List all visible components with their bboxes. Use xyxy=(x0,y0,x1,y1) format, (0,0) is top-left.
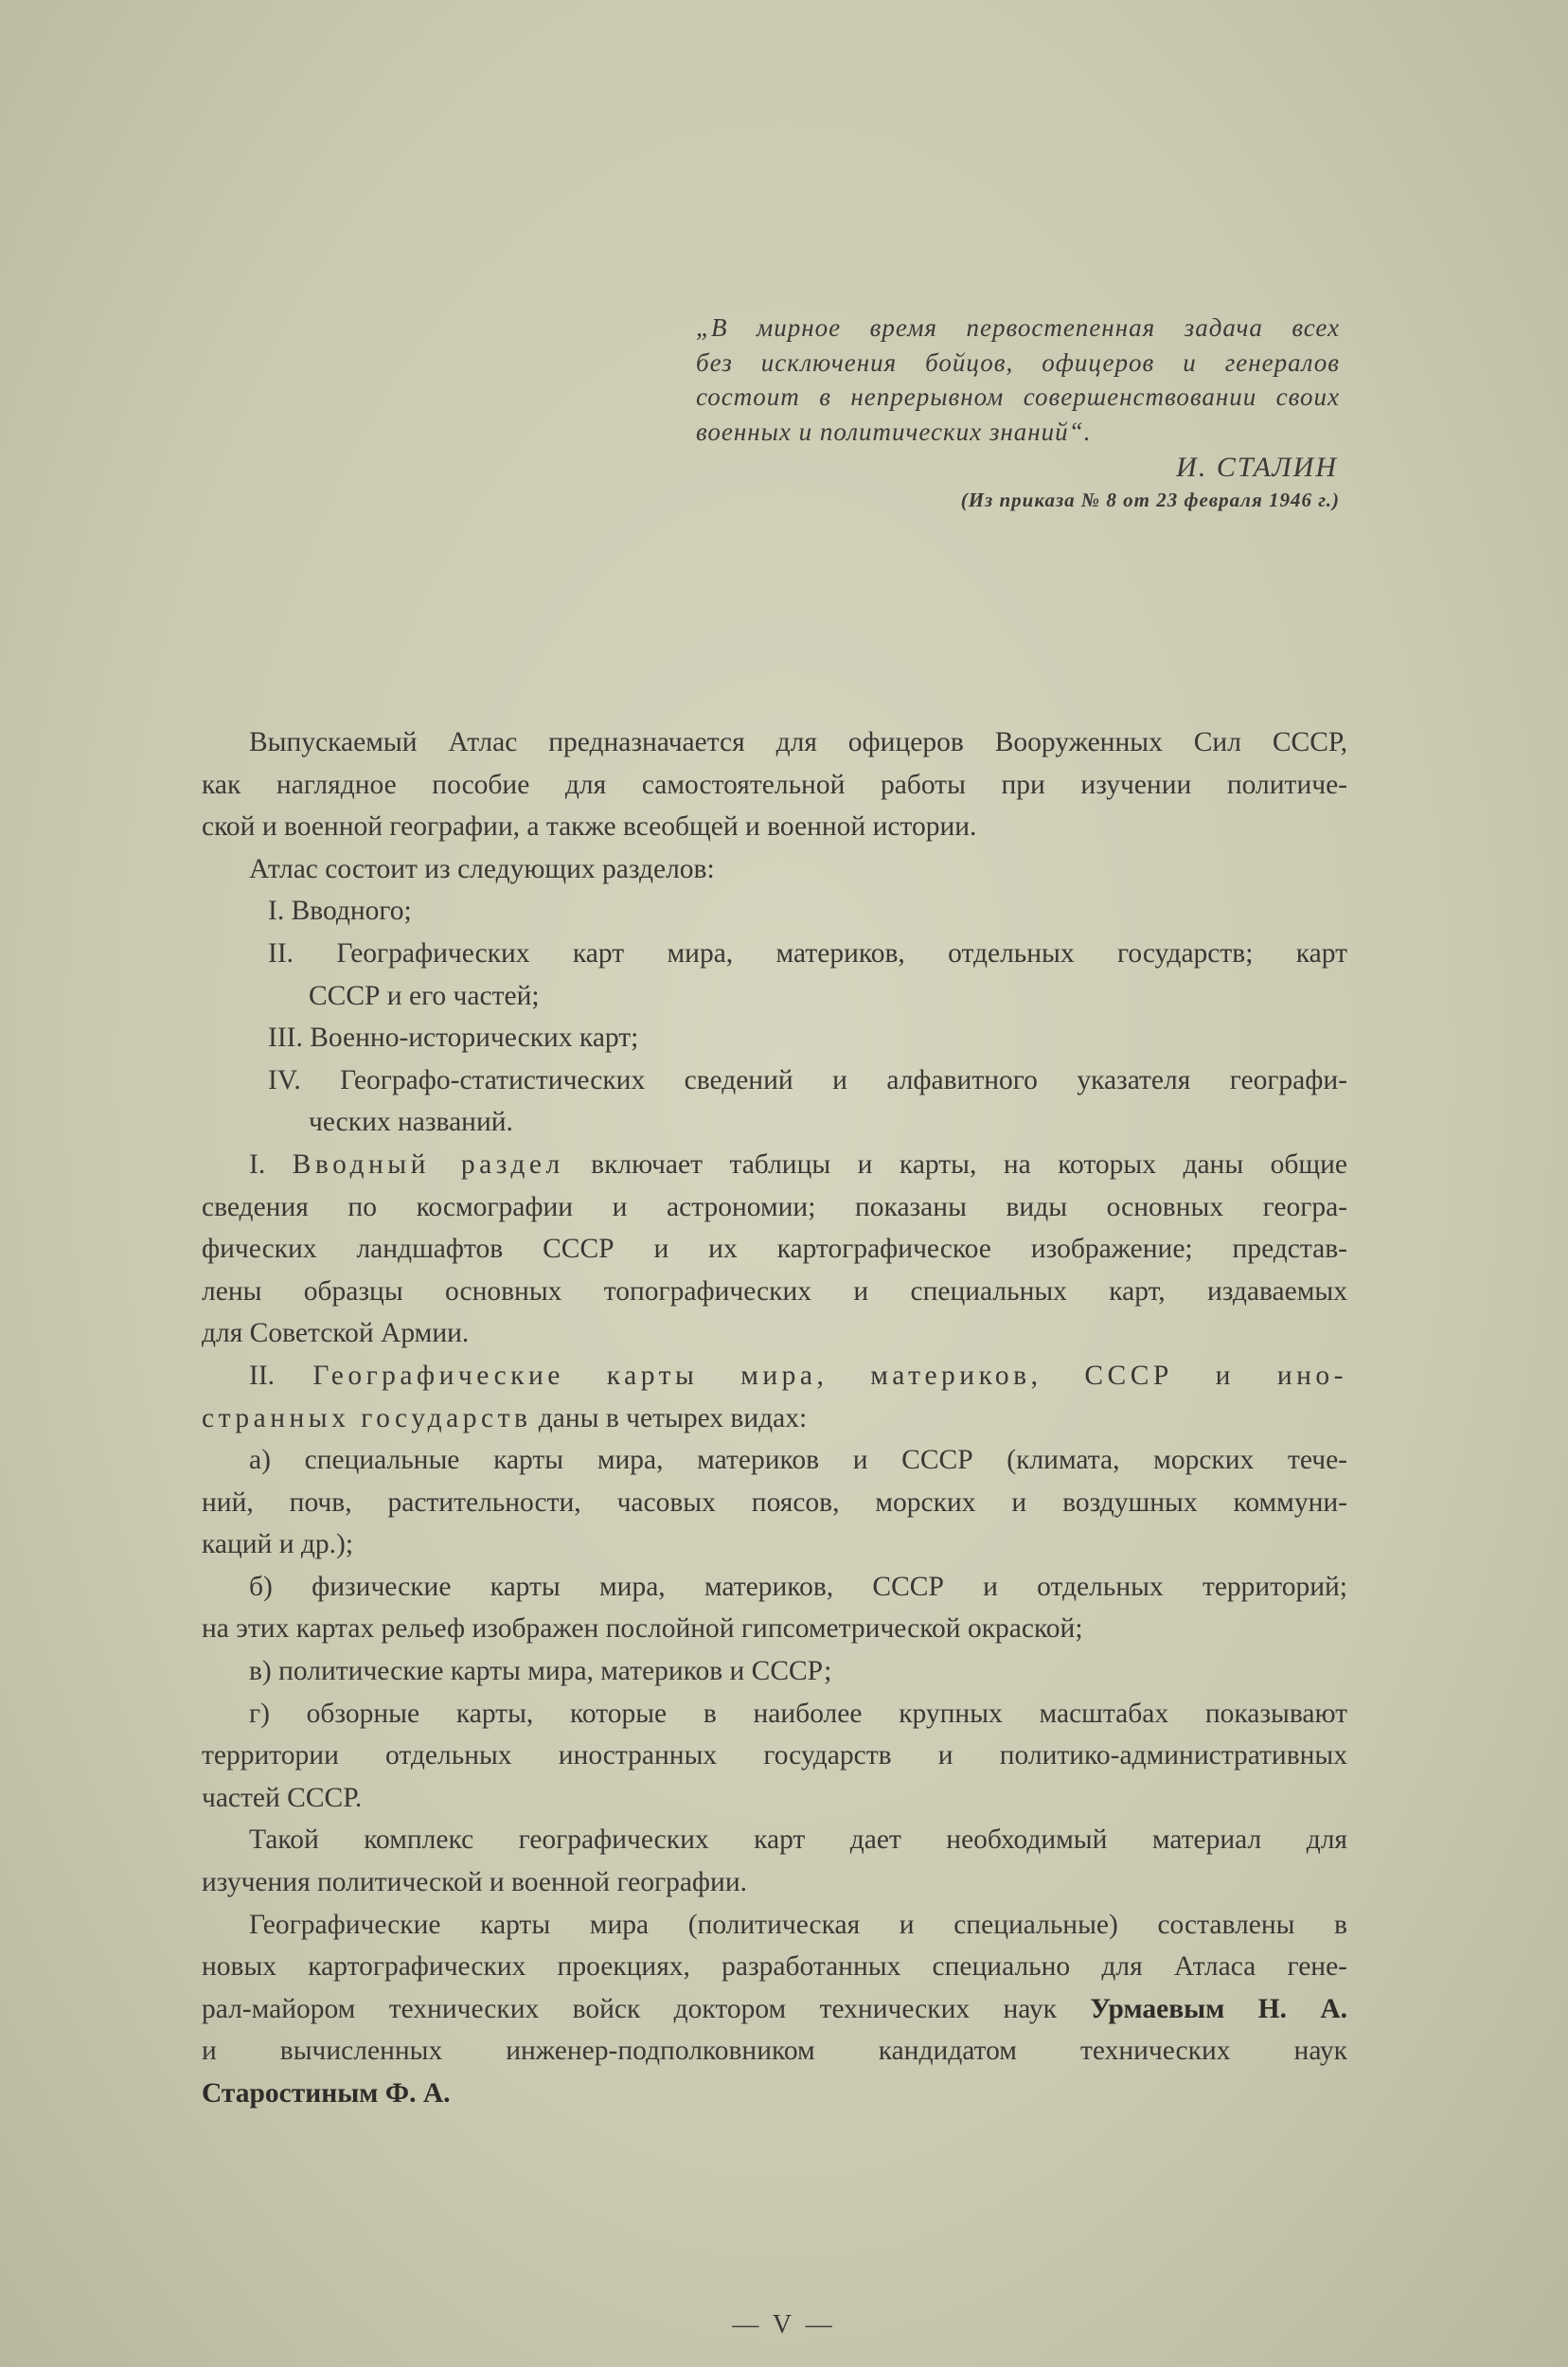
paragraph-line: на этих картах рельеф изображен послойной гипсометрической окраской; xyxy=(202,1613,1083,1645)
list-number: IV. xyxy=(268,1064,301,1095)
epigraph-author: И. СТАЛИН xyxy=(1176,452,1338,483)
paragraph-text: включает таблицы и карты, на которых даны общие xyxy=(591,1148,1348,1180)
section-title: Географические карты мира, материков, СССР и ино- xyxy=(312,1360,1347,1391)
paragraph-line: г) обзорные карты, которые в наиболее крупных масштабах показывают xyxy=(249,1698,1347,1729)
paragraph-line: территории отдельных иностранных государств и политико-административных xyxy=(202,1740,1347,1771)
paragraph-line: сведения по космографии и астрономии; показаны виды основных геогра- xyxy=(202,1191,1347,1222)
list-text: Географических карт мира, материков, отдельных государств; карт xyxy=(336,937,1347,969)
epigraph-line: состоит в непрерывном совершенствовании своих xyxy=(696,383,1340,411)
paragraph-line: ний, почв, растительности, часовых поясов, морских и воздушных коммуни- xyxy=(202,1486,1347,1518)
paragraph-line: Атлас состоит из следующих разделов: xyxy=(249,853,715,884)
section-number: II. xyxy=(249,1360,276,1391)
list-item-continuation: СССР и его частей; xyxy=(309,980,540,1011)
body-text xyxy=(202,721,1347,2115)
list-number: I. xyxy=(268,896,285,927)
paragraph-line: Такой комплекс географических карт дает необходимый материал для xyxy=(249,1824,1347,1856)
paragraph-line: новых картографических проекциях, разработанных специально для Атласа гене- xyxy=(202,1951,1347,1983)
paragraph-line: как наглядное пособие для самостоятельной работы при изучении политиче- xyxy=(202,769,1347,800)
paragraph-line xyxy=(202,1988,1347,2031)
person-name: Старостиным Ф. А. xyxy=(202,2078,451,2109)
list-number: III. xyxy=(268,1023,303,1054)
paragraph-line xyxy=(202,1397,1347,1440)
paragraph-line: каций и др.); xyxy=(202,1529,354,1560)
list-item xyxy=(202,933,1347,975)
paragraph-text: даны в четырех видах: xyxy=(538,1402,808,1433)
paragraph-line xyxy=(202,1355,1347,1397)
paragraph-line: ской и военной географии, а также всеобщей и военной истории. xyxy=(202,811,977,843)
section-number: I. xyxy=(249,1148,266,1180)
paragraph-line: лены образцы основных топографических и специальных карт, издаваемых xyxy=(202,1275,1347,1307)
paragraph-line: частей СССР. xyxy=(202,1782,363,1813)
paragraph-line: Географические карты мира (политическая и специальные) составлены в xyxy=(249,1909,1347,1940)
paragraph-line: а) специальные карты мира, материков и СССР (климата, морских тече- xyxy=(249,1445,1347,1476)
list-number: II. xyxy=(268,937,294,969)
list-item xyxy=(202,890,1347,933)
epigraph-line: военных и политических знаний“. xyxy=(696,417,1092,446)
epigraph-source: (Из приказа № 8 от 23 февраля 1946 г.) xyxy=(960,488,1340,511)
epigraph xyxy=(696,311,1340,517)
epigraph-line: „В мирное время первостепенная задача всех xyxy=(696,313,1340,342)
list-item-continuation: ческих названий. xyxy=(309,1107,513,1138)
section-title: Вводный раздел xyxy=(292,1148,564,1180)
page-number: — V — xyxy=(732,2310,836,2340)
paragraph-line: фических ландшафтов СССР и их картографическое изображение; представ- xyxy=(202,1234,1347,1265)
list-item xyxy=(202,1059,1347,1102)
section-title: странных государств xyxy=(202,1402,532,1433)
paragraph-line xyxy=(202,1144,1347,1186)
list-text: Военно-исторических карт; xyxy=(310,1023,639,1054)
paragraph-line: для Советской Армии. xyxy=(202,1318,470,1349)
epigraph-line: без исключения бойцов, офицеров и генералов xyxy=(696,347,1340,377)
person-name: Урмаевым Н. А. xyxy=(1090,1993,1348,2024)
list-text: Географо-статистических сведений и алфавитного указателя географи- xyxy=(340,1064,1347,1095)
paragraph-text: рал-майором технических войск доктором технических наук xyxy=(202,1993,1057,2024)
paragraph-line: и вычисленных инженер-подполковником кандидатом технических наук xyxy=(202,2036,1347,2067)
paragraph-line: в) политические карты мира, материков и СССР; xyxy=(249,1656,832,1687)
paragraph-line: изучения политической и военной географии. xyxy=(202,1867,747,1898)
paragraph-line: б) физические карты мира, материков, СССР и отдельных территорий; xyxy=(249,1571,1347,1602)
paragraph-line: Выпускаемый Атлас предназначается для офицеров Вооруженных Сил СССР, xyxy=(249,727,1347,757)
list-item xyxy=(202,1017,1347,1059)
list-text: Вводного; xyxy=(291,896,412,927)
paragraph-line xyxy=(202,2073,1347,2115)
